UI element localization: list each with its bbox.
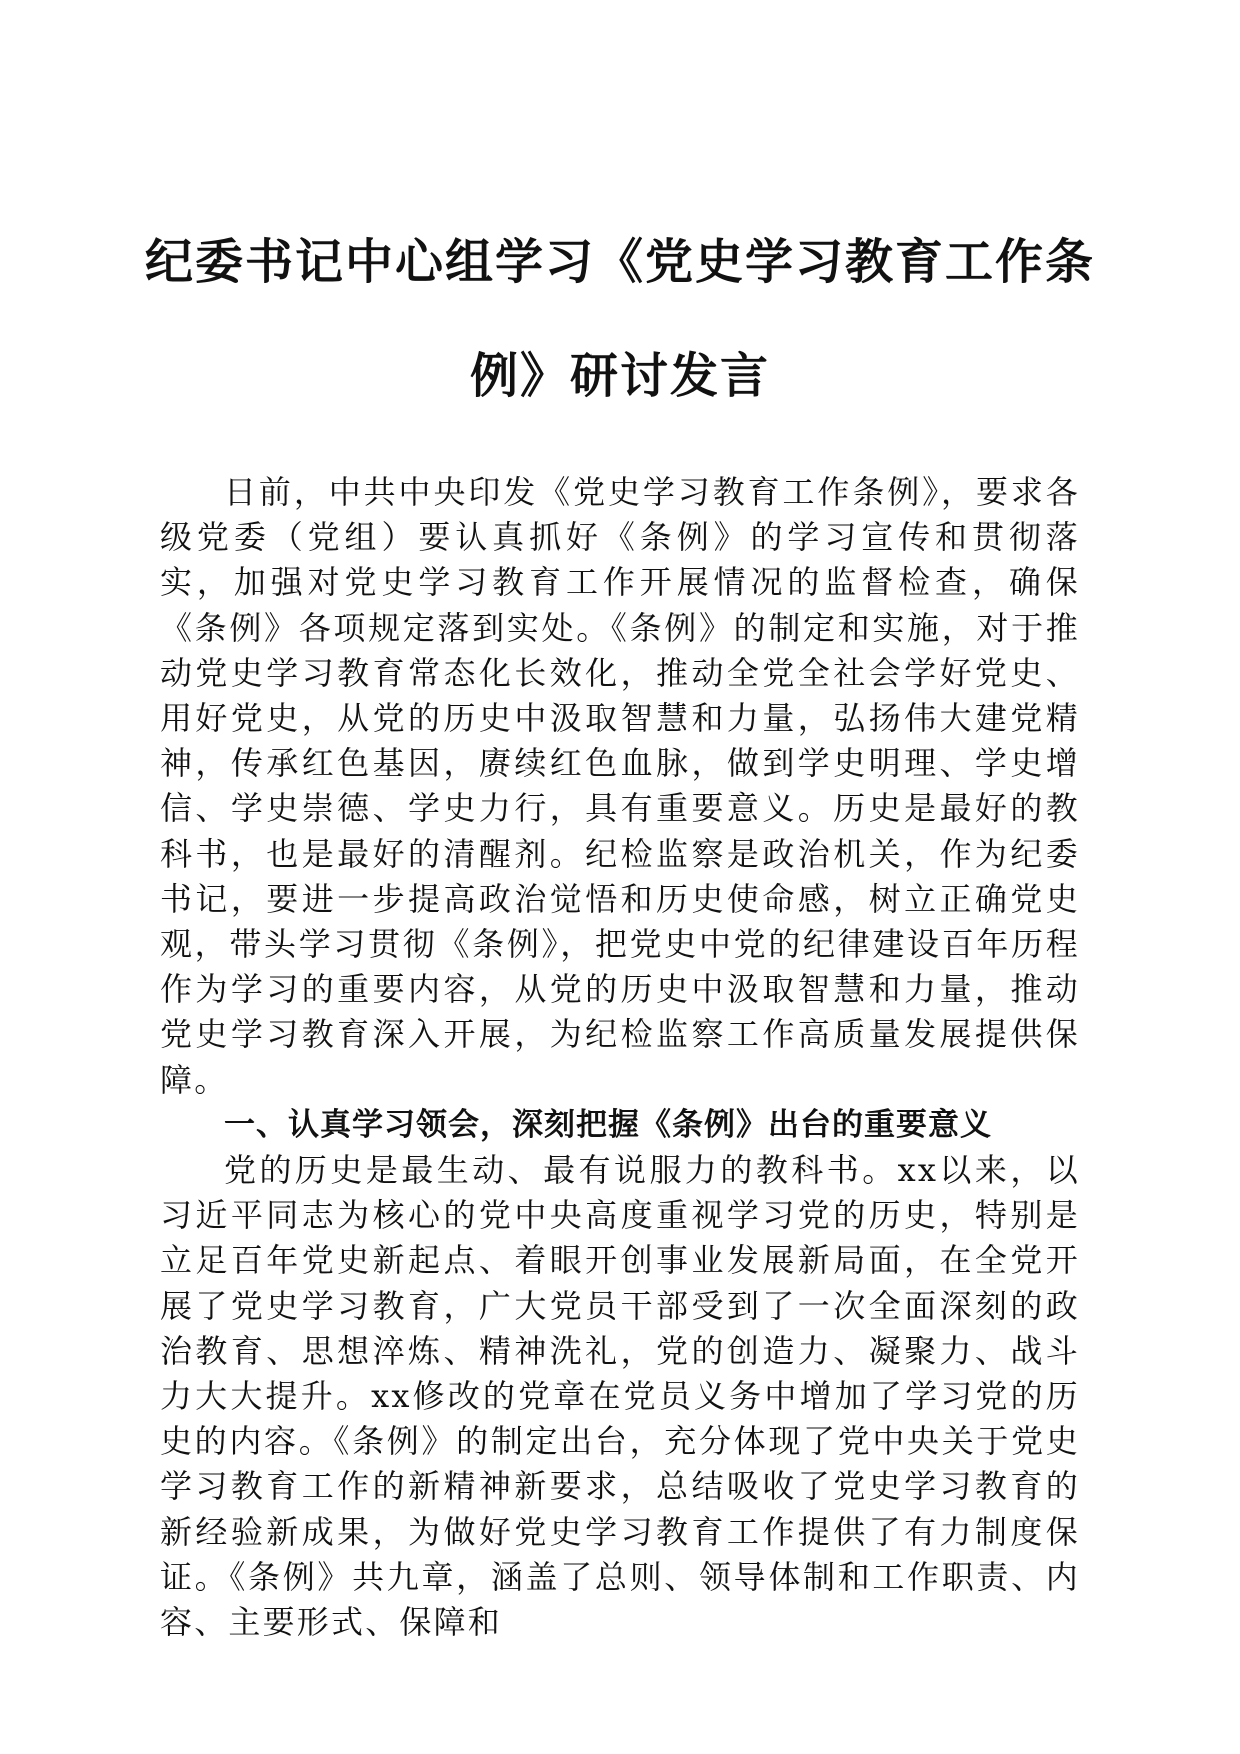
document-title-line-1: 纪委书记中心组学习《党史学习教育工作条: [144, 234, 1095, 290]
document-body: [160, 470, 1080, 1645]
paragraph-section-1: 党的历史是最生动、最有说服力的教科书。xx以来，以习近平同志为核心的党中央高度重视学习党的历史，特别是立足百年党史新起点、着眼开创事业发展新局面，在全党开展了党史学习教育，广大党员干部受到了一次全面深刻的政治教育、思想淬炼、精神洗礼，党的创造力、凝聚力、战斗力大大提升。xx修改的党章在党员义务中增加了学习党的历史的内容。《条例》的制定出台，充分体现了党中央关于党史学习教育工作的新精神新要求，总结吸收了党史学习教育的新经验新成果，为做好党史学习教育工作提供了有力制度保证。《条例》共九章，涵盖了总则、领导体制和工作职责、内容、主要形式、保障和: [160, 1151, 1080, 1642]
document-title-line-2: 例》研讨发言: [469, 348, 770, 404]
paragraph-intro: 日前，中共中央印发《党史学习教育工作条例》，要求各级党委（党组）要认真抓好《条例》的学习宣传和贯彻落实，加强对党史学习教育工作开展情况的监督检查，确保《条例》各项规定落到实处。《条例》的制定和实施，对于推动党史学习教育常态化长效化，推动全党全社会学好党史、用好党史，从党的历史中汲取智慧和力量，弘扬伟大建党精神，传承红色基因，赓续红色血脉，做到学史明理、学史增信、学史崇德、学史力行，具有重要意义。历史是最好的教科书，也是最好的清醒剂。纪检监察是政治机关，作为纪委书记，要进一步提高政治觉悟和历史使命感，树立正确党史观，带头学习贯彻《条例》，把党史中党的纪律建设百年历程作为学习的重要内容，从党的历史中汲取智慧和力量，推动党史学习教育深入开展，为纪检监察工作高质量发展提供保障。: [160, 473, 1080, 1099]
section-heading-1: 一、认真学习领会，深刻把握《条例》出台的重要意义: [224, 1106, 992, 1143]
